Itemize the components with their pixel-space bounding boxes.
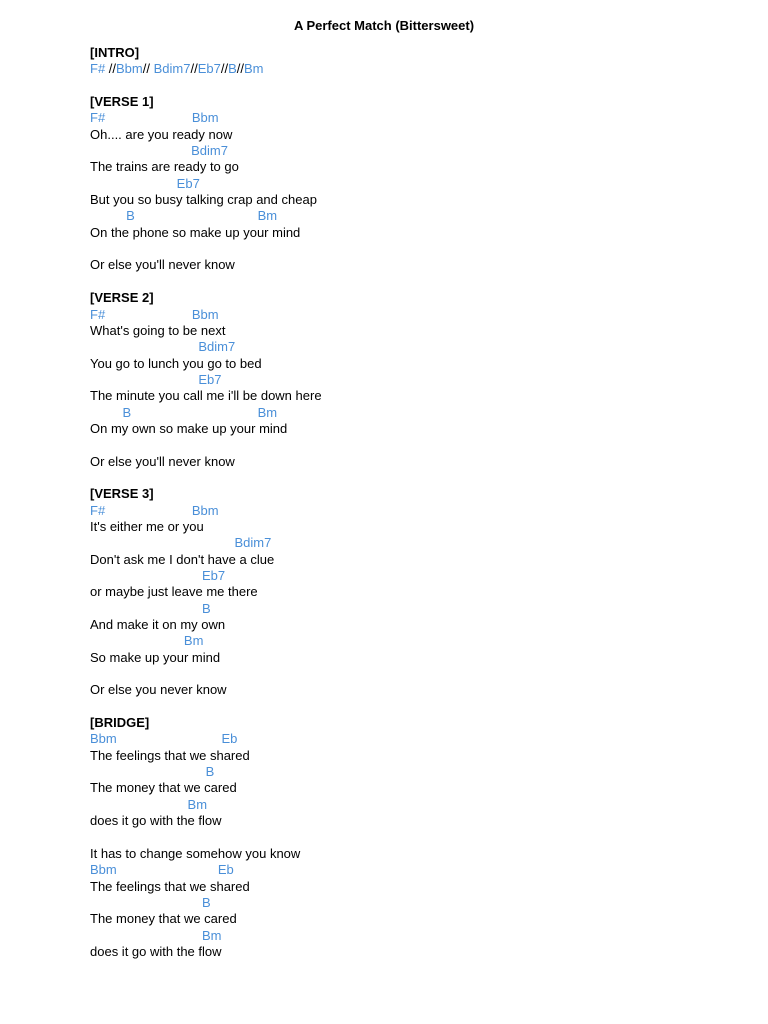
section-heading: [VERSE 3]	[90, 486, 154, 502]
chord-line: B	[90, 600, 211, 616]
lyric-line: On the phone so make up your mind	[90, 224, 301, 240]
chord-line: F# Bbm	[90, 306, 219, 322]
lyric-line: The money that we cared	[90, 911, 237, 927]
lyric-line: The feelings that we shared	[90, 878, 250, 894]
lyric-line: Or else you never know	[90, 682, 227, 698]
blank-line	[90, 666, 322, 682]
chord-sheet	[90, 45, 322, 960]
chord-line: Bm	[90, 796, 208, 812]
chord-line: F# Bbm	[90, 502, 219, 518]
lyric-line: or maybe just leave me there	[90, 584, 258, 600]
lyric-line: Don't ask me I don't have a clue	[90, 551, 275, 567]
blank-line	[90, 699, 322, 715]
blank-line	[90, 830, 322, 846]
chord-line: Eb7	[90, 568, 226, 583]
song-title: A Perfect Match (Bittersweet)	[293, 18, 475, 33]
blank-line	[90, 241, 322, 257]
lyric-line: So make up your mind	[90, 649, 221, 665]
lyric-line: The minute you call me i'll be down here	[90, 388, 322, 404]
chord-separator: //	[142, 61, 154, 77]
chord-label: Bm	[243, 61, 264, 77]
chord-line: Eb7	[90, 175, 200, 191]
section-heading: [VERSE 2]	[90, 290, 154, 306]
blank-line	[90, 78, 322, 94]
section-heading: [VERSE 1]	[90, 94, 154, 110]
lyric-line: The money that we cared	[90, 780, 237, 796]
lyric-line: does it go with the flow	[90, 943, 222, 959]
chord-line: B	[90, 894, 211, 910]
chord-label: B	[228, 61, 237, 77]
lyric-line: It's either me or you	[90, 518, 204, 534]
chord-line: F# Bbm	[90, 110, 219, 126]
lyric-line: The trains are ready to go	[90, 159, 239, 175]
lyric-line: On my own so make up your mind	[90, 420, 288, 436]
chord-label: Bdim7	[153, 61, 191, 77]
chord-line: B Bm	[90, 404, 278, 420]
chord-label: Eb7	[197, 61, 221, 77]
lyric-line: What's going to be next	[90, 322, 226, 338]
section-heading: [BRIDGE]	[90, 715, 150, 731]
lyric-line: The feelings that we shared	[90, 747, 250, 763]
blank-line	[90, 437, 322, 453]
lyric-line: does it go with the flow	[90, 813, 222, 829]
lyric-line: You go to lunch you go to bed	[90, 355, 262, 371]
blank-line	[90, 274, 322, 290]
lyric-line: It has to change somehow you know	[90, 845, 301, 861]
intro-chord-line	[90, 61, 322, 77]
section-heading: [INTRO]	[90, 45, 140, 60]
chord-line: Bdim7	[90, 143, 228, 159]
chord-line: Bdim7	[90, 339, 236, 355]
lyric-line: Oh.... are you ready now	[90, 126, 233, 142]
chord-separator: //	[105, 61, 117, 77]
chord-separator: //	[220, 61, 229, 77]
blank-line	[90, 470, 322, 486]
chord-separator: //	[236, 61, 244, 77]
chord-line: Bbm Eb	[90, 731, 238, 747]
chord-line: Bdim7	[90, 535, 272, 551]
chord-label: F#	[90, 61, 106, 77]
lyric-line: And make it on my own	[90, 617, 226, 633]
chord-line: Bm	[90, 633, 204, 649]
chord-line: Bm	[90, 927, 222, 943]
chord-label: Bbm	[116, 61, 143, 77]
chord-separator: //	[190, 61, 198, 77]
chord-line: Eb7	[90, 371, 222, 387]
lyric-line: But you so busy talking crap and cheap	[90, 192, 317, 208]
chord-line: Bbm Eb	[90, 862, 234, 878]
chord-line: B Bm	[90, 208, 278, 224]
lyric-line: Or else you'll never know	[90, 257, 235, 273]
chord-line: B	[90, 764, 215, 780]
lyric-line: Or else you'll never know	[90, 453, 235, 469]
